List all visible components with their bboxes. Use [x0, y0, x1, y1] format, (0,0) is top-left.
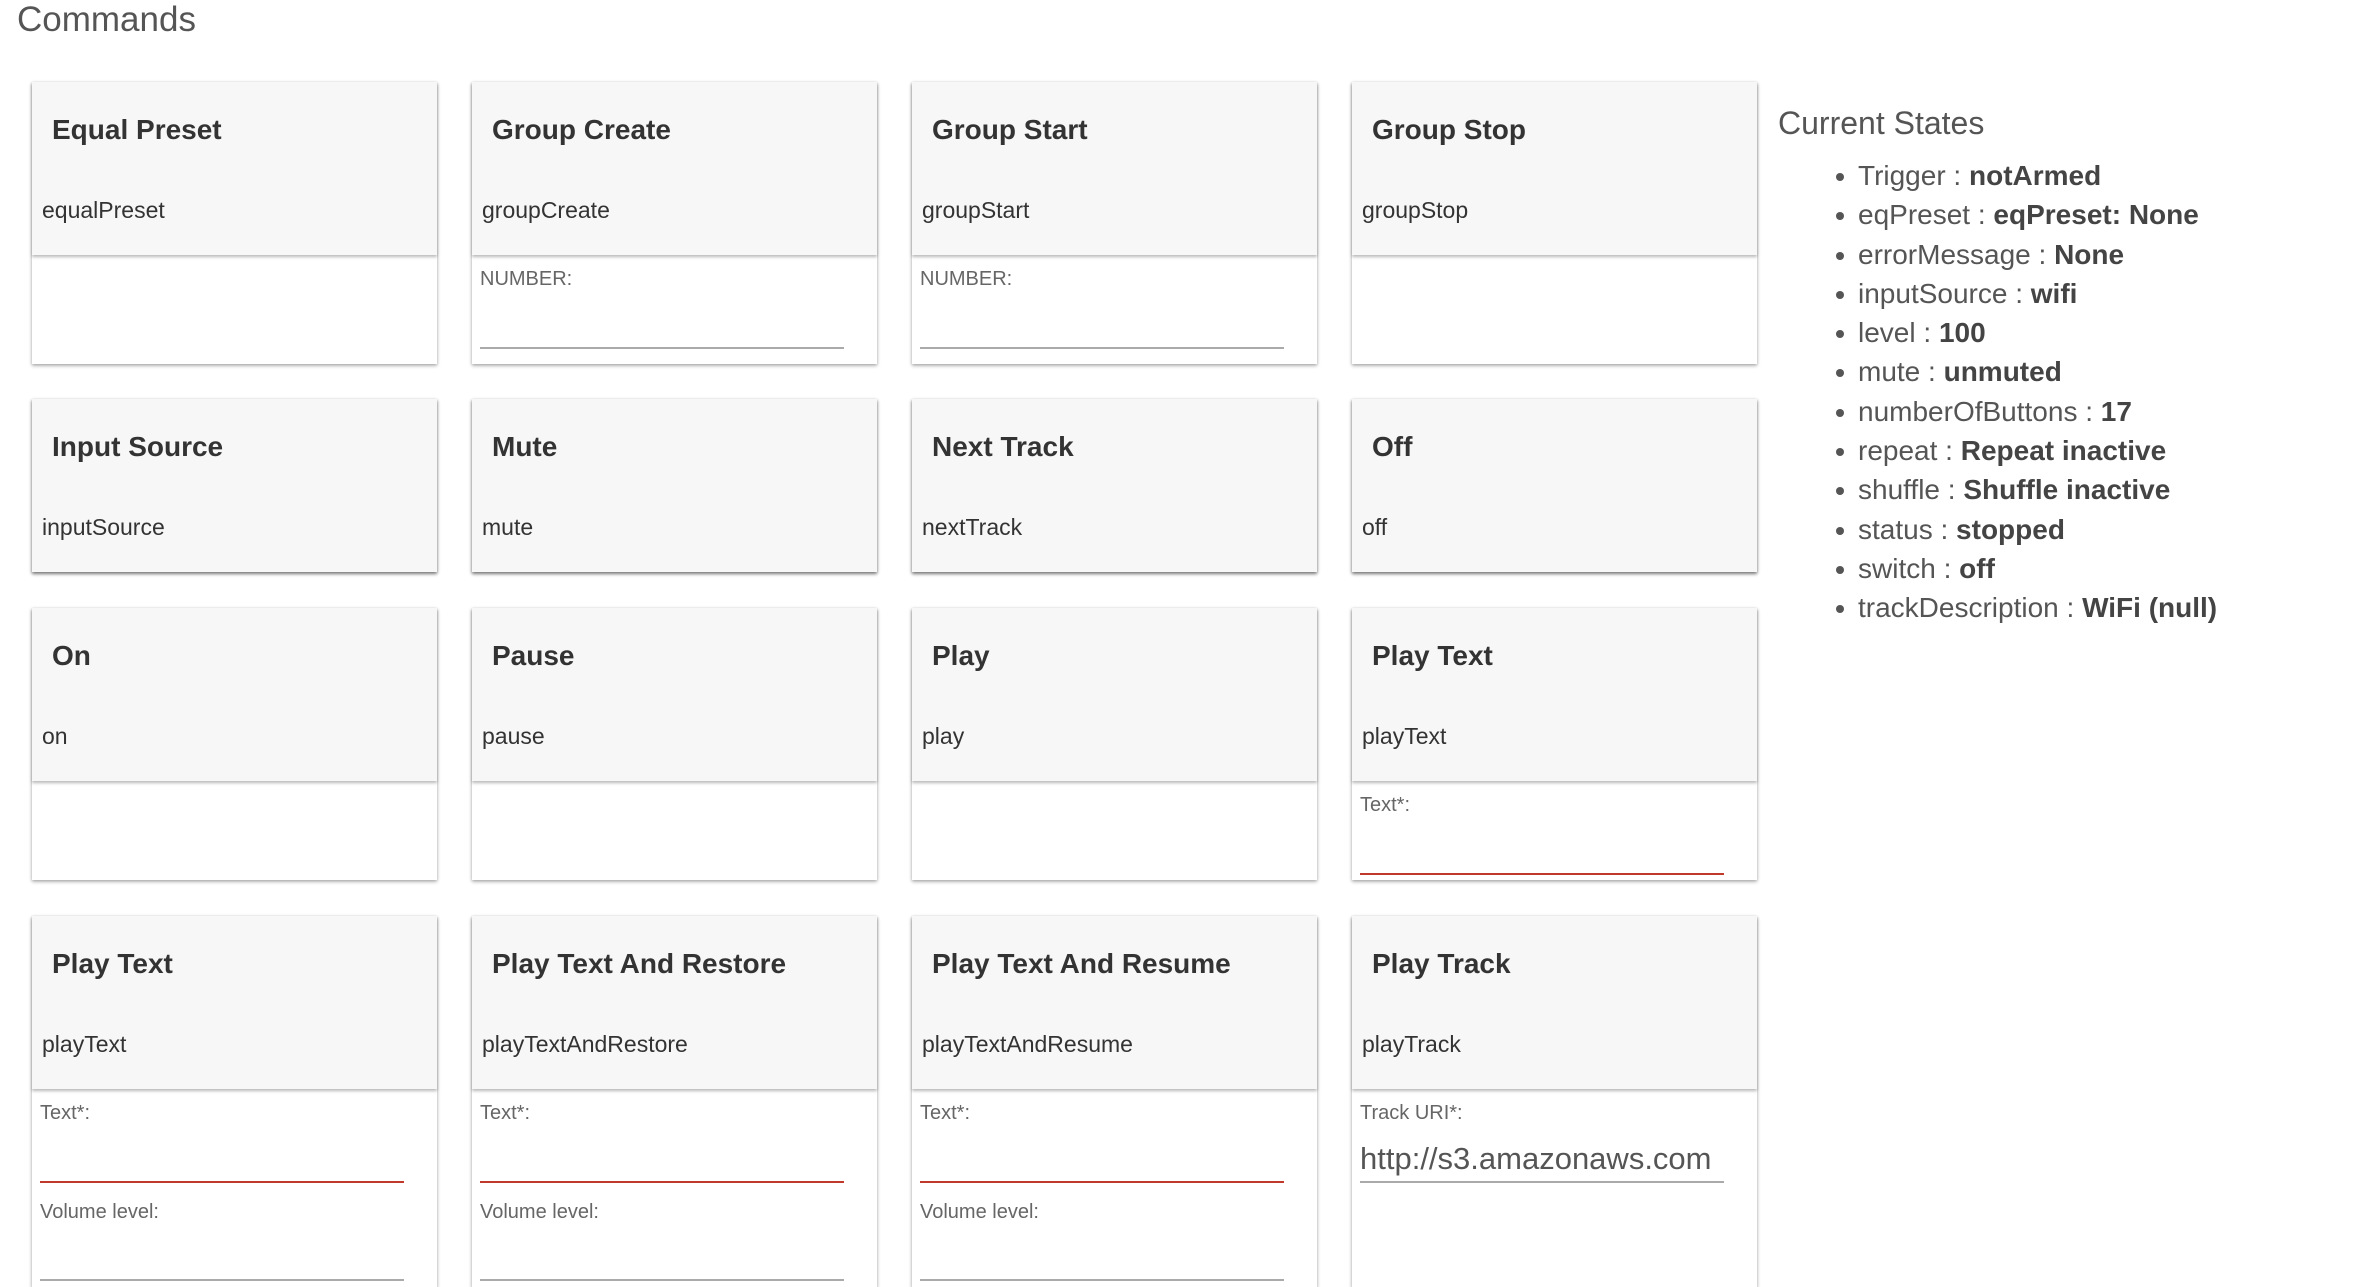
command-card-groupCreate: [472, 82, 877, 364]
command-button-playText[interactable]: [1352, 608, 1757, 781]
command-title: Off: [1372, 431, 1413, 462]
state-item-status: status : stopped: [1778, 510, 2217, 549]
command-params: [472, 255, 877, 364]
command-name: groupCreate: [482, 197, 610, 223]
state-name: inputSource: [1858, 277, 2008, 309]
param-underline: [480, 347, 844, 349]
command-name: off: [1362, 514, 1388, 540]
command-button-groupCreate[interactable]: [472, 82, 877, 255]
command-params: [1352, 781, 1757, 880]
state-item-switch: switch : off: [1778, 549, 2217, 588]
command-params: [32, 1089, 437, 1287]
param-label: NUMBER:: [920, 268, 1013, 290]
state-name: status: [1858, 513, 1933, 545]
command-params: [912, 781, 1317, 880]
command-name: on: [42, 723, 68, 749]
state-item-errorMessage: errorMessage : None: [1778, 235, 2217, 274]
state-value: unmuted: [1943, 356, 2062, 388]
command-name: nextTrack: [922, 514, 1023, 540]
param-field: [1360, 1101, 1724, 1183]
param-label: NUMBER:: [480, 268, 573, 290]
command-button-mute[interactable]: [472, 399, 877, 572]
command-title: Group Stop: [1372, 114, 1526, 145]
param-input[interactable]: [920, 305, 1284, 345]
command-title: Group Create: [492, 114, 671, 145]
param-underline: [40, 1181, 404, 1183]
command-button-groupStop[interactable]: [1352, 82, 1757, 255]
param-label: Volume level:: [920, 1201, 1039, 1223]
state-value: off: [1959, 552, 1995, 584]
command-card-play: [912, 608, 1317, 880]
param-label: Text*:: [40, 1102, 91, 1124]
current-states-panel: [1778, 105, 2217, 628]
command-name: playText: [42, 1031, 127, 1057]
command-name: playTrack: [1362, 1031, 1461, 1057]
command-card-inputSource: [32, 399, 437, 572]
command-name: inputSource: [42, 514, 165, 540]
command-name: playTextAndRestore: [482, 1031, 688, 1057]
bullet-icon: [1836, 369, 1844, 377]
state-value: 100: [1938, 317, 1986, 349]
param-input[interactable]: [480, 1237, 844, 1277]
state-value: None: [2054, 238, 2125, 270]
state-name: shuffle: [1858, 474, 1940, 506]
state-item-inputSource: inputSource : wifi: [1778, 274, 2217, 313]
command-params: [912, 1089, 1317, 1287]
current-states-title: Current States: [1778, 105, 1985, 141]
command-params: [472, 1089, 877, 1287]
param-label: Track URI*:: [1360, 1102, 1463, 1124]
state-item-level: level : 100: [1778, 313, 2217, 352]
command-card-off: [1352, 399, 1757, 572]
command-button-playTextAndResume[interactable]: [912, 916, 1317, 1089]
param-underline: [920, 1181, 1284, 1183]
param-input[interactable]: [40, 1139, 404, 1179]
param-input[interactable]: [1360, 1139, 1724, 1179]
state-value: notArmed: [1969, 160, 2102, 191]
command-button-pause[interactable]: [472, 608, 877, 781]
state-value: Repeat inactive: [1960, 435, 2167, 467]
bullet-icon: [1836, 448, 1844, 456]
command-button-on[interactable]: [32, 608, 437, 781]
state-item-Trigger: Trigger : notArmed: [1778, 156, 2217, 195]
param-field: [480, 267, 844, 349]
param-label: Text*:: [920, 1102, 971, 1124]
state-value: eqPreset: None: [1993, 199, 2199, 231]
bullet-icon: [1836, 330, 1844, 338]
bullet-icon: [1836, 566, 1844, 574]
param-field: [480, 1200, 844, 1281]
bullet-icon: [1836, 252, 1844, 260]
command-name: pause: [482, 723, 545, 749]
bullet-icon: [1836, 527, 1844, 535]
param-underline: [480, 1181, 844, 1183]
state-name: Trigger: [1858, 160, 1946, 191]
command-title: Equal Preset: [52, 114, 222, 145]
state-name: eqPreset: [1858, 199, 1971, 231]
param-label: Volume level:: [480, 1201, 599, 1223]
state-item-shuffle: shuffle : Shuffle inactive: [1778, 470, 2217, 509]
state-name: level: [1858, 317, 1916, 349]
command-button-playText[interactable]: [32, 916, 437, 1089]
command-card-playText: [32, 916, 437, 1287]
command-title: Next Track: [932, 431, 1074, 462]
command-title: Pause: [492, 640, 575, 671]
command-name: mute: [482, 514, 534, 540]
command-title: Play Text And Resume: [932, 948, 1231, 979]
page-title: Commands: [17, 0, 196, 39]
command-name: groupStop: [1362, 197, 1469, 223]
command-title: Mute: [492, 431, 558, 462]
param-underline: [1360, 1181, 1724, 1183]
param-input[interactable]: [480, 1139, 844, 1179]
param-field: [40, 1200, 404, 1281]
command-name: playTextAndResume: [922, 1031, 1133, 1057]
command-title: Group Start: [932, 114, 1088, 145]
param-label: Text*:: [1360, 794, 1411, 816]
command-card-playTextAndRestore: [472, 916, 877, 1287]
param-field: [920, 267, 1284, 349]
command-title: On: [52, 640, 91, 671]
command-card-playTrack: [1352, 916, 1757, 1287]
state-item-numberOfButtons: numberOfButtons : 17: [1778, 392, 2217, 431]
state-item-repeat: repeat : Repeat inactive: [1778, 431, 2217, 470]
state-value: wifi: [2030, 277, 2078, 309]
bullet-icon: [1836, 291, 1844, 299]
bullet-icon: [1836, 212, 1844, 220]
command-name: playText: [1362, 723, 1447, 749]
command-card-equalPreset: [32, 82, 437, 364]
command-button-nextTrack[interactable]: [912, 399, 1317, 572]
command-params: [32, 781, 437, 880]
command-card-groupStop: [1352, 82, 1757, 364]
state-value: 17: [2100, 395, 2132, 427]
state-item-mute: mute : unmuted: [1778, 352, 2217, 391]
state-item-trackDescription: trackDescription : WiFi (null): [1778, 588, 2217, 627]
state-value: Shuffle inactive: [1963, 474, 2171, 506]
param-input[interactable]: [1360, 831, 1724, 871]
command-button-groupStart[interactable]: [912, 82, 1317, 255]
command-name: equalPreset: [42, 197, 165, 223]
command-title: Input Source: [52, 431, 224, 462]
bullet-icon: [1836, 487, 1844, 495]
param-input[interactable]: [920, 1139, 1284, 1179]
command-title: Play Text: [52, 948, 173, 979]
command-params: [1352, 255, 1757, 364]
command-title: Play Text: [1372, 640, 1493, 671]
param-underline: [1360, 873, 1724, 875]
command-button-play[interactable]: [912, 608, 1317, 781]
command-params: [32, 255, 437, 364]
command-params: [472, 781, 877, 880]
param-input[interactable]: [480, 305, 844, 345]
bullet-icon: [1836, 409, 1844, 417]
param-underline: [920, 347, 1284, 349]
param-underline: [40, 1279, 404, 1281]
command-title: Play: [932, 640, 990, 671]
state-name: trackDescription: [1858, 592, 2059, 624]
state-name: switch: [1858, 552, 1936, 584]
param-field: [1360, 793, 1724, 875]
bullet-icon: [1836, 173, 1844, 181]
param-underline: [920, 1279, 1284, 1281]
command-params: [912, 255, 1317, 364]
param-label: Volume level:: [40, 1201, 159, 1223]
command-button-off[interactable]: [1352, 399, 1757, 572]
command-button-inputSource[interactable]: [32, 399, 437, 572]
param-field: [920, 1101, 1284, 1183]
current-states-list: [1778, 156, 2217, 628]
state-name: numberOfButtons: [1858, 395, 2078, 427]
command-card-on: [32, 608, 437, 880]
command-params: [1352, 1089, 1757, 1287]
command-button-playTextAndRestore[interactable]: [472, 916, 877, 1089]
state-value: WiFi (null): [2082, 592, 2218, 624]
command-card-mute: [472, 399, 877, 572]
command-card-playText: [1352, 608, 1757, 880]
state-value: stopped: [1956, 513, 2065, 545]
param-field: [920, 1200, 1284, 1281]
param-input[interactable]: [920, 1237, 1284, 1277]
command-name: groupStart: [922, 197, 1030, 223]
state-item-eqPreset: eqPreset : eqPreset: None: [1778, 195, 2217, 234]
param-field: [40, 1101, 404, 1183]
command-button-playTrack[interactable]: [1352, 916, 1757, 1089]
state-name: errorMessage: [1858, 238, 2031, 270]
param-label: Text*:: [480, 1102, 531, 1124]
param-underline: [480, 1279, 844, 1281]
command-title: Play Track: [1372, 948, 1511, 979]
param-field: [480, 1101, 844, 1183]
command-name: play: [922, 723, 965, 749]
command-card-groupStart: [912, 82, 1317, 364]
state-name: repeat: [1858, 435, 1938, 467]
bullet-icon: [1836, 605, 1844, 613]
state-name: mute: [1858, 356, 1921, 388]
command-button-equalPreset[interactable]: [32, 82, 437, 255]
command-card-playTextAndResume: [912, 916, 1317, 1287]
command-card-pause: [472, 608, 877, 880]
command-title: Play Text And Restore: [492, 948, 787, 979]
command-card-nextTrack: [912, 399, 1317, 572]
param-input[interactable]: [40, 1237, 404, 1277]
